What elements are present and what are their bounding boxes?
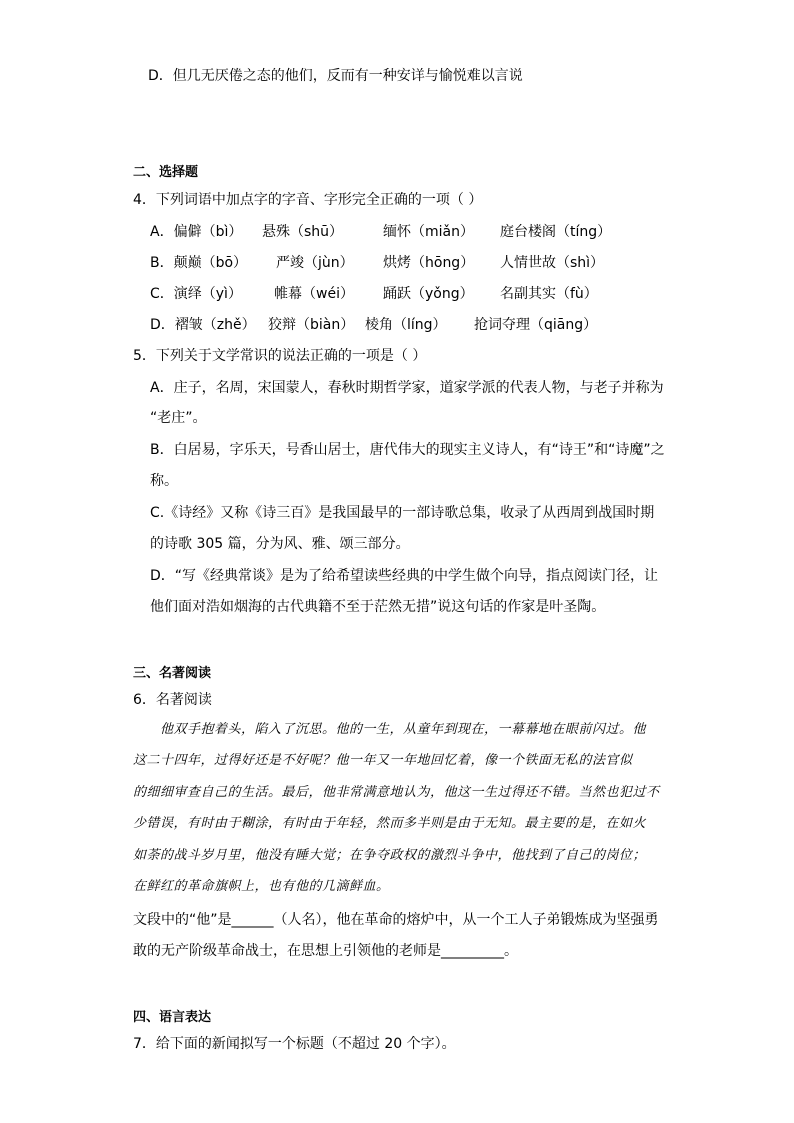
q5-option-a-line2: “老庄”。 (150, 410, 207, 426)
q4-d-word1: D．褶皱（zhě） (150, 317, 256, 333)
q4-d-word3: 棱角（líng） (365, 317, 447, 333)
q4-c-word4: 名副其实（fù） (500, 286, 598, 302)
q4-option-b (0, 253, 794, 273)
q4-b-word3: 烘烤（hōng） (383, 255, 475, 271)
q5-option-c-line2: 的诗歌 305 篇，分为风、雅、颂三部分。 (150, 536, 410, 552)
q4-a-word4: 庭台楼阁（tíng） (500, 224, 612, 240)
section-heading-classics: 三、名著阅读 (133, 666, 212, 681)
q4-option-c (0, 284, 794, 304)
q6-passage-line4: 少错误，有时由于糊涂，有时由于年轻，然而多半则是由于无知。最主要的是，在如火 (133, 816, 647, 831)
q4-a-word3: 缅怀（miǎn） (383, 224, 474, 240)
q4-a-word2: 悬殊（shū） (262, 224, 344, 240)
q4-option-a (0, 222, 794, 242)
q5-option-c-line1: C.《诗经》又称《诗三百》是我国最早的一部诗歌总集，收录了从西周到战国时期 (150, 505, 655, 521)
q5-option-d-line2: 他们面对浩如烟海的古代典籍不至于茫然无措”说这句话的作家是叶圣陶。 (150, 599, 606, 615)
q4-b-word2: 严竣（jùn） (276, 255, 354, 271)
q4-c-word2: 帷幕（wéi） (274, 286, 354, 302)
q5-option-b-line2: 称。 (150, 473, 178, 489)
q6-passage-line2: 这二十四年，过得好还是不好呢？他一年又一年地回忆着，像一个铁面无私的法官似 (133, 753, 633, 768)
q5-option-a-line1: A．庄子，名周，宋国蒙人，春秋时期哲学家，道家学派的代表人物，与老子并称为 (150, 380, 664, 396)
q4-option-d (0, 315, 794, 335)
q4-c-word3: 踊跃（yǒng） (383, 286, 474, 302)
q5-option-d-line1: D．“写《经典常谈》是为了给希望读些经典的中学生做个向导，指点阅读门径，让 (150, 568, 659, 584)
q6-passage-line1: 他双手抱着头，陷入了沉思。他的一生，从童年到现在，一幕幕地在眼前闪过。他 (160, 722, 647, 737)
q4-d-word2: 狡辩（biàn） (268, 317, 355, 333)
q6-passage-line6: 在鲜红的革命旗帜上，也有他的几滴鲜血。 (133, 879, 390, 894)
q6-question-line1: 文段中的“他”是______（人名），他在革命的熔炉中，从一个工人子弟锻炼成为坚强勇 (133, 912, 659, 928)
q6-stem: 6．名著阅读 (133, 692, 212, 708)
q6-question-line2: 敢的无产阶级革命战士，在思想上引领他的老师是_________。 (133, 943, 518, 959)
q7-stem: 7．给下面的新闻拟写一个标题（不超过 20 个字）。 (133, 1036, 456, 1052)
q4-a-word1: A．偏僻（bì） (150, 224, 243, 240)
q4-stem: 4．下列词语中加点字的字音、字形完全正确的一项（ ） (133, 192, 483, 208)
q6-passage-line3: 的细细审查自己的生活。最后，他非常满意地认为，他这一生过得还不错。当然也犯过不 (133, 785, 660, 800)
q4-c-word1: C．演绎（yì） (150, 286, 242, 302)
q4-b-word1: B．颠巅（bō） (150, 255, 248, 271)
section-heading-choice: 二、选择题 (133, 165, 199, 180)
q5-option-b-line1: B．白居易，字乐天，号香山居士，唐代伟大的现实主义诗人，有“诗王”和“诗魔”之 (150, 442, 665, 458)
q5-stem: 5．下列关于文学常识的说法正确的一项是（ ） (133, 348, 427, 364)
section-heading-expression: 四、语言表达 (133, 1010, 212, 1025)
q4-b-word4: 人情世故（shì） (500, 255, 605, 271)
q4-d-word4: 抢词夺理（qiāng） (474, 317, 598, 333)
q6-passage-line5: 如荼的战斗岁月里，他没有睡大觉；在争夺政权的激烈斗争中，他找到了自己的岗位； (133, 848, 647, 863)
q3-option-d: D．但几无厌倦之态的他们，反而有一种安详与愉悦难以言说 (148, 68, 523, 84)
